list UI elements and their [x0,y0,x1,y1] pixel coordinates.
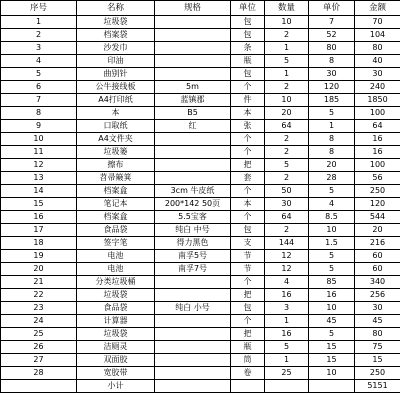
cell-price: 16 [309,289,355,302]
header-row [1,1,400,16]
cell-no: 7 [1,94,77,107]
cell-spec: 纯白 小号 [155,302,231,315]
cell-qty: 5 [265,159,309,172]
cell-price: 8 [309,133,355,146]
cell-qty: 64 [265,120,309,133]
cell-no: 21 [1,276,77,289]
cell-spec: 5.5宝客 [155,211,231,224]
cell-no: 12 [1,159,77,172]
cell-amount: 75 [355,341,400,354]
table-row [1,29,400,42]
cell-amount: 30 [355,302,400,315]
cell-amount: 60 [355,263,400,276]
cell-price: 80 [309,42,355,55]
cell-qty: 64 [265,211,309,224]
cell-no: 25 [1,328,77,341]
table-row [1,68,400,81]
cell-qty: 2 [265,146,309,159]
cell-spec [155,55,231,68]
cell-unit: 个 [231,276,265,289]
total-unit-cell [231,380,265,393]
cell-name: 笔记本 [77,198,155,211]
header-name: 名称 [77,1,155,16]
cell-name: 垃圾袋 [77,289,155,302]
cell-no: 20 [1,263,77,276]
cell-unit: 把 [231,328,265,341]
total-label: 小计 [77,380,155,393]
cell-qty: 1 [265,354,309,367]
cell-spec [155,29,231,42]
cell-spec [155,276,231,289]
cell-no: 28 [1,367,77,380]
cell-spec: 200*142 50页 [155,198,231,211]
total-no-cell [1,380,77,393]
cell-price: 4 [309,198,355,211]
cell-unit: 瓶 [231,55,265,68]
header-price: 单价 [309,1,355,16]
table-row [1,120,400,133]
table-row [1,315,400,328]
cell-spec: 红 [155,120,231,133]
cell-amount: 40 [355,55,400,68]
table-row [1,354,400,367]
cell-name: 食品袋 [77,224,155,237]
cell-qty: 4 [265,276,309,289]
cell-name: 沙发巾 [77,42,155,55]
table-row [1,172,400,185]
cell-amount: 256 [355,289,400,302]
table-row [1,250,400,263]
cell-unit: 个 [231,146,265,159]
cell-qty: 1 [265,315,309,328]
cell-unit: 张 [231,120,265,133]
cell-name: 食品袋 [77,302,155,315]
cell-amount: 340 [355,276,400,289]
cell-price: 8 [309,146,355,159]
cell-unit: 包 [231,302,265,315]
cell-name: 档案盒 [77,185,155,198]
cell-price: 5 [309,250,355,263]
table-row [1,198,400,211]
cell-name: 分类垃圾桶 [77,276,155,289]
cell-qty: 16 [265,289,309,302]
table-row [1,328,400,341]
cell-unit: 包 [231,224,265,237]
cell-unit: 把 [231,289,265,302]
table-row [1,16,400,29]
cell-unit: 节 [231,250,265,263]
cell-price: 1 [309,120,355,133]
table-row [1,341,400,354]
cell-price: 20 [309,159,355,172]
cell-price: 10 [309,224,355,237]
cell-no: 23 [1,302,77,315]
table-row [1,237,400,250]
cell-no: 14 [1,185,77,198]
cell-no: 5 [1,68,77,81]
cell-name: 公牛接线板 [77,81,155,94]
cell-qty: 50 [265,185,309,198]
cell-qty: 1 [265,42,309,55]
cell-name: A4文件夹 [77,133,155,146]
cell-unit: 个 [231,185,265,198]
cell-qty: 10 [265,94,309,107]
cell-no: 9 [1,120,77,133]
cell-qty: 16 [265,328,309,341]
header-qty: 数量 [265,1,309,16]
table-row [1,276,400,289]
cell-no: 1 [1,16,77,29]
cell-spec [155,328,231,341]
cell-no: 16 [1,211,77,224]
cell-no: 27 [1,354,77,367]
cell-name: 曲别针 [77,68,155,81]
header-spec: 规格 [155,1,231,16]
total-qty-cell [265,380,309,393]
cell-name: 本 [77,107,155,120]
cell-unit: 个 [231,315,265,328]
cell-no: 2 [1,29,77,42]
cell-price: 8 [309,55,355,68]
cell-spec [155,68,231,81]
cell-price: 5 [309,263,355,276]
cell-name: 双面胶 [77,354,155,367]
cell-no: 10 [1,133,77,146]
table-row [1,224,400,237]
cell-no: 24 [1,315,77,328]
table-row [1,289,400,302]
cell-qty: 144 [265,237,309,250]
cell-price: 45 [309,315,355,328]
cell-spec [155,315,231,328]
cell-no: 8 [1,107,77,120]
header-unit: 单位 [231,1,265,16]
cell-qty: 5 [265,55,309,68]
table-row [1,302,400,315]
header-amount: 金额 [355,1,400,16]
table-row [1,185,400,198]
cell-spec [155,42,231,55]
cell-name: 垃圾袋 [77,328,155,341]
cell-unit: 包 [231,16,265,29]
cell-amount: 56 [355,172,400,185]
cell-unit: 包 [231,68,265,81]
cell-amount: 60 [355,250,400,263]
cell-price: 85 [309,276,355,289]
cell-qty: 12 [265,250,309,263]
cell-amount: 80 [355,328,400,341]
table-row [1,367,400,380]
cell-amount: 16 [355,133,400,146]
cell-amount: 20 [355,224,400,237]
cell-no: 13 [1,172,77,185]
cell-name: A4打印纸 [77,94,155,107]
cell-price: 120 [309,81,355,94]
total-row [1,380,400,393]
cell-unit: 瓶 [231,341,265,354]
cell-spec [155,133,231,146]
cell-price: 10 [309,302,355,315]
total-price-cell [309,380,355,393]
cell-qty: 2 [265,133,309,146]
table-row [1,42,400,55]
cell-amount: 216 [355,237,400,250]
cell-unit: 节 [231,263,265,276]
cell-price: 8.5 [309,211,355,224]
table-row [1,159,400,172]
cell-unit: 卷 [231,367,265,380]
cell-spec [155,172,231,185]
cell-spec [155,354,231,367]
cell-price: 1.5 [309,237,355,250]
cell-spec [155,16,231,29]
cell-name: 电池 [77,250,155,263]
cell-unit: 筒 [231,354,265,367]
cell-no: 17 [1,224,77,237]
cell-price: 10 [309,367,355,380]
cell-name: 宽胶带 [77,367,155,380]
cell-unit: 包 [231,29,265,42]
cell-qty: 2 [265,224,309,237]
cell-qty: 2 [265,172,309,185]
cell-qty: 3 [265,302,309,315]
cell-spec: 南孚7号 [155,263,231,276]
cell-spec [155,367,231,380]
cell-price: 52 [309,29,355,42]
cell-no: 19 [1,250,77,263]
cell-name: 垃圾袋 [77,16,155,29]
cell-no: 3 [1,42,77,55]
cell-amount: 250 [355,185,400,198]
total-spec-cell [155,380,231,393]
cell-name: 印油 [77,55,155,68]
cell-price: 5 [309,328,355,341]
cell-spec: 3cm 牛皮纸 [155,185,231,198]
cell-qty: 20 [265,107,309,120]
cell-name: 垃圾篓 [77,146,155,159]
cell-spec: B5 [155,107,231,120]
cell-spec [155,289,231,302]
cell-name: 苕帚簸箕 [77,172,155,185]
cell-unit: 本 [231,107,265,120]
cell-amount: 544 [355,211,400,224]
cell-name: 电池 [77,263,155,276]
cell-price: 15 [309,354,355,367]
cell-amount: 104 [355,29,400,42]
cell-name: 擦布 [77,159,155,172]
cell-unit: 本 [231,198,265,211]
table-row [1,107,400,120]
cell-name: 签字笔 [77,237,155,250]
table-row [1,146,400,159]
cell-name: 计算器 [77,315,155,328]
table-row [1,55,400,68]
cell-price: 185 [309,94,355,107]
cell-unit: 个 [231,81,265,94]
cell-unit: 把 [231,159,265,172]
cell-spec: 5m [155,81,231,94]
cell-no: 22 [1,289,77,302]
cell-price: 5 [309,185,355,198]
cell-amount: 1850 [355,94,400,107]
cell-qty: 2 [265,81,309,94]
cell-amount: 250 [355,367,400,380]
cell-amount: 70 [355,16,400,29]
cell-amount: 240 [355,81,400,94]
cell-amount: 80 [355,42,400,55]
cell-qty: 1 [265,68,309,81]
cell-name: 档案盒 [77,211,155,224]
cell-no: 18 [1,237,77,250]
table-row [1,94,400,107]
cell-spec: 蓝镇郡 [155,94,231,107]
cell-qty: 5 [265,341,309,354]
cell-unit: 个 [231,211,265,224]
table-row [1,263,400,276]
cell-spec: 纯白 中号 [155,224,231,237]
cell-name: 洁厕灵 [77,341,155,354]
table-body [1,16,400,380]
table-row [1,81,400,94]
cell-no: 4 [1,55,77,68]
cell-amount: 45 [355,315,400,328]
cell-amount: 30 [355,68,400,81]
cell-unit: 套 [231,172,265,185]
cell-price: 15 [309,341,355,354]
cell-unit: 个 [231,133,265,146]
cell-no: 26 [1,341,77,354]
header-no: 序号 [1,1,77,16]
cell-qty: 10 [265,16,309,29]
cell-spec: 得力黑色 [155,237,231,250]
cell-amount: 16 [355,146,400,159]
cell-spec [155,341,231,354]
cell-name: 档案袋 [77,29,155,42]
cell-amount: 100 [355,107,400,120]
table-row [1,133,400,146]
cell-price: 7 [309,16,355,29]
total-amount: 5151 [355,380,400,393]
cell-price: 30 [309,68,355,81]
cell-qty: 30 [265,198,309,211]
cell-amount: 15 [355,354,400,367]
cell-qty: 2 [265,29,309,42]
cell-spec [155,159,231,172]
cell-price: 28 [309,172,355,185]
cell-amount: 120 [355,198,400,211]
cell-no: 6 [1,81,77,94]
cell-spec: 南孚5号 [155,250,231,263]
cell-spec [155,146,231,159]
cell-name: 口取纸 [77,120,155,133]
cell-unit: 支 [231,237,265,250]
cell-qty: 25 [265,367,309,380]
cell-amount: 100 [355,159,400,172]
cell-no: 15 [1,198,77,211]
cell-price: 5 [309,107,355,120]
cell-amount: 64 [355,120,400,133]
cell-unit: 条 [231,42,265,55]
cell-qty: 12 [265,263,309,276]
cell-unit: 件 [231,94,265,107]
table-row [1,211,400,224]
cell-no: 11 [1,146,77,159]
